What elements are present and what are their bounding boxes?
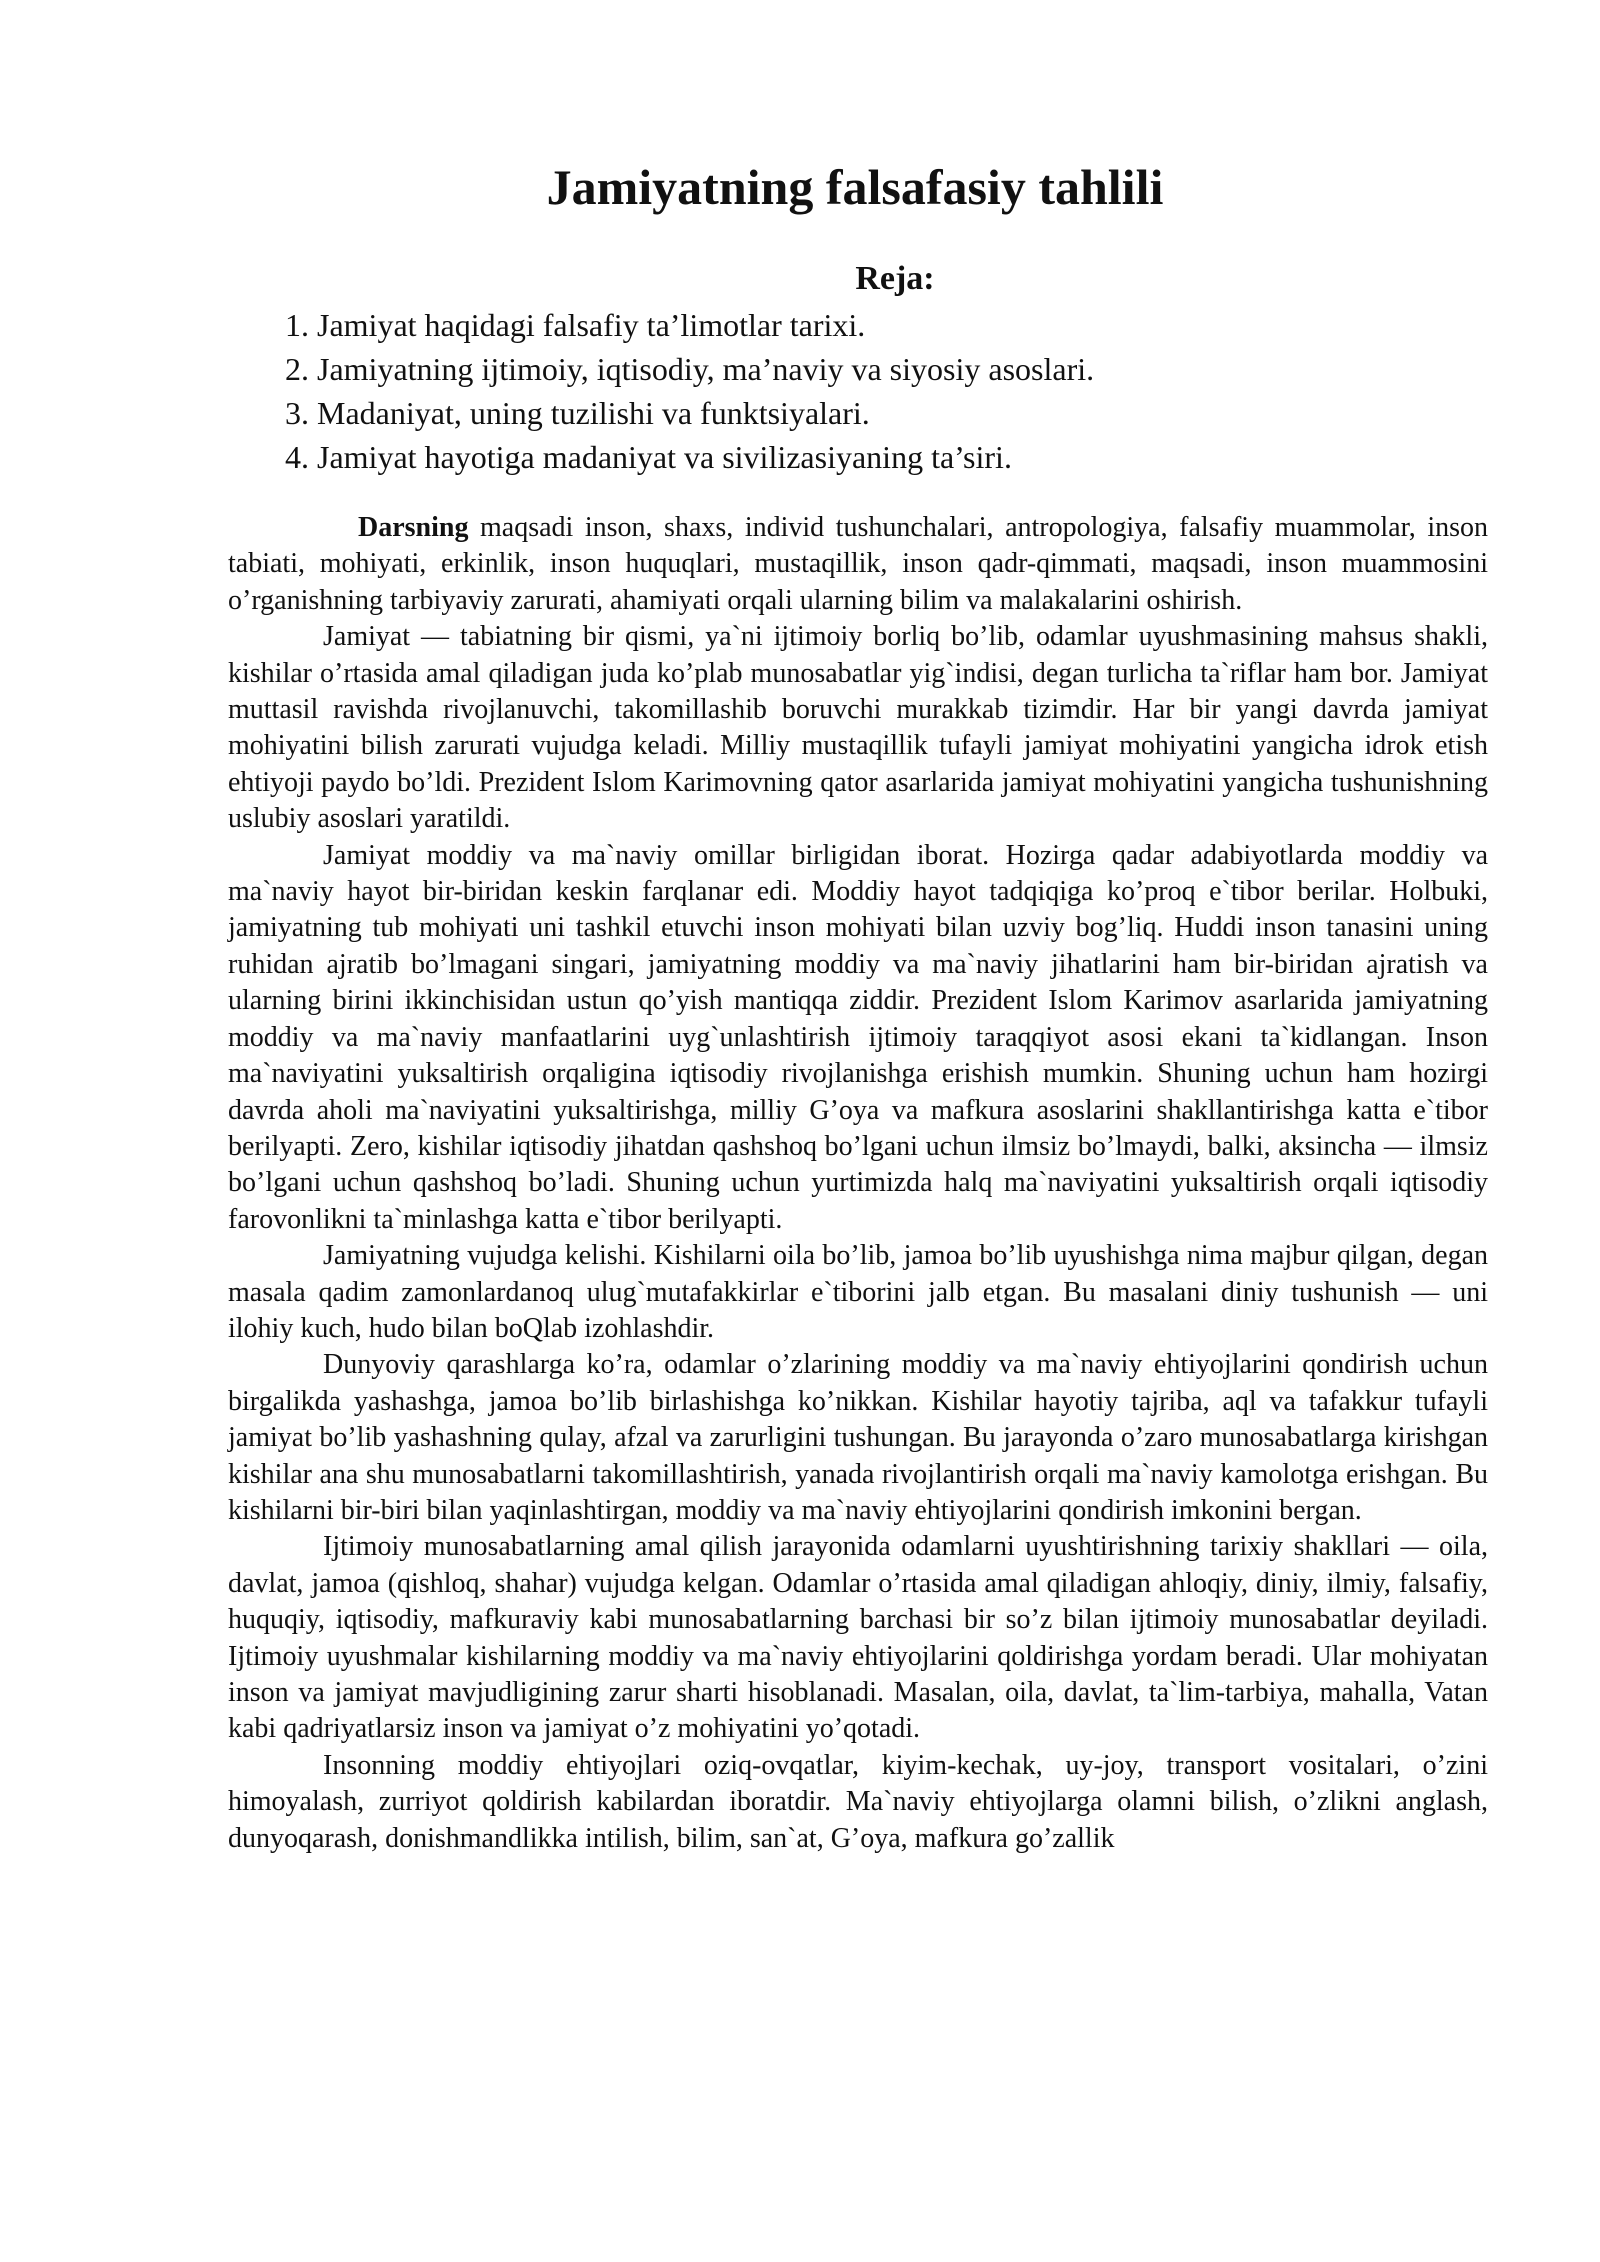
paragraph: Insonning moddiy ehtiyojlari oziq-ovqatlar, kiyim-kechak, uy-joy, transport vositalari, o’zini himoyalash, zurriyot qoldirish kabilardan iboratdir. Ma`naviy ehtiyojlarga olamni bilish, o’zlikni anglash, dunyoqarash, donishmandlikka intilish, bilim, san`at, G’oya, mafkura go’zallik (228, 1749, 1488, 1854)
paragraph: Jamiyat moddiy va ma`naviy omillar birligidan iborat. Hozirga qadar adabiyotlarda moddiy va ma`naviy hayot bir-biridan keskin farqlanar edi. Moddiy hayot tadqiqiga ko’proq e`tibor berilar. Holbuki, jamiyatning tub mohiyati uni tashkil etuvchi inson mohiyati bilan uzviy bog’liq. Huddi inson tanasini uning ruhidan ajratib bo’lmagani singari, jamiyatning moddiy va ma`naviy jihatlarini ham bir-biridan ajratish va ularning birini ikkinchisidan ustun qo’yish mantiqqa ziddir. Prezident Islom Karimov asarlarida jamiyatning moddiy va ma`naviy manfaatlarini uyg`unlashtirish ijtimoiy taraqqiyot asosi ekani ta`kidlangan. Inson ma`naviyatini yuksaltirish orqaligina iqtisodiy rivojlanishga erishish mumkin. Shuning uchun ham hozirgi davrda aholi ma`naviyatini yuksaltirishga, milliy G’oya va mafkura asoslarini shakllantirishga katta e`tibor berilyapti. Zero, kishilar iqtisodiy jihatdan qashshoq bo’lgani uchun ilmsiz bo’lmaydi, balki, aksincha — ilmsiz bo’lgani uchun qashshoq bo’ladi. Shuning uchun yurtimizda halq ma`naviyatini yuksaltirish orqali iqtisodiy farovonlikni ta`minlashga katta e`tibor berilyapti. (228, 839, 1488, 1235)
plan-list (285, 303, 1094, 479)
paragraph: Dunyoviy qarashlarga ko’ra, odamlar o’zlarining moddiy va ma`naviy ehtiyojlarini qondirish uchun birgalikda yashashga, jamoa bo’lib birlashishga ko’nikkan. Kishilar hayotiy tajriba, aql va tafakkur tufayli jamiyat bo’lib yashashning qulay, afzal va zarurligini tushungan. Bu jarayonda o’zaro munosabatlarga kirishgan kishilar ana shu munosabatlarni takomillashtirish, yanada rivojlantirish orqali ma`naviy kamolotga erishgan. Bu kishilarni bir-biri bilan yaqinlashtirgan, moddiy va ma`naviy ehtiyojlarini qondirish imkonini bergan. (228, 1349, 1488, 1526)
goal-lead: Darsning (358, 512, 469, 543)
plan-item: 4. Jamiyat hayotiga madaniyat va sivilizasiyaning ta’siri. (285, 439, 1012, 475)
paragraph: Ijtimoiy munosabatlarning amal qilish jarayonida odamlarni uyushtirishning tarixiy shakllari — oila, davlat, jamoa (qishloq, shahar) vujudga kelgan. Odamlar o’rtasida amal qiladigan ahloqiy, diniy, ilmiy, falsafiy, huquqiy, iqtisodiy, mafkuraviy kabi munosabatlarning barchasi bir so’z bilan ijtimoiy munosabatlar deyiladi. Ijtimoiy uyushmalar kishilarning moddiy va ma`naviy ehtiyojlarini qoldirishga yordam beradi. Ular mohiyatan inson va jamiyat mavjudligining zarur sharti hisoblanadi. Masalan, oila, davlat, ta`lim-tarbiya, mahalla, Vatan kabi qadriyatlarsiz inson va jamiyat o’z mohiyatini yo’qotadi. (228, 1531, 1488, 1745)
goal-paragraph (228, 510, 1488, 619)
plan-item: 1. Jamiyat haqidagi falsafiy ta’limotlar tarixi. (285, 307, 866, 343)
goal-text: maqsadi inson, shaxs, individ tushunchalari, antropologiya, falsafiy muammolar, inson tabiati, mohiyati, erkinlik, inson huquqlari, mustaqillik, inson qadr-qimmati, maqsadi, inson muammosini o’rganishning tarbiyaviy zarurati, ahamiyati orqali ularning bilim va malakalarini oshirish. (228, 512, 1488, 616)
paragraph: Jamiyat — tabiatning bir qismi, ya`ni ijtimoiy borliq bo’lib, odamlar uyushmasining mahsus shakli, kishilar o’rtasida amal qiladigan juda ko’plab munosabatlar yig`indisi, degan turlicha ta`riflar ham bor. Jamiyat muttasil ravishda rivojlanuvchi, takomillashib boruvchi murakkab tizimdir. Har bir yangi davrda jamiyat mohiyatini bilish zarurati vujudga keladi. Milliy mustaqillik tufayli jamiyat mohiyatini yangicha idrok etish ehtiyoji paydo bo’ldi. Prezident Islom Karimovning qator asarlarida jamiyat mohiyatini yangicha tushunishning uslubiy asoslari yaratildi. (228, 621, 1488, 835)
body-text (228, 510, 1488, 1857)
paragraph: Jamiyatning vujudga kelishi. Kishilarni oila bo’lib, jamoa bo’lib uyushishga nima majbur qilgan, degan masala qadim zamonlardanoq ulug`mutafakkirlar e`tiborini jalb etgan. Bu masalani diniy tushunish — uni ilohiy kuch, hudo bilan boQlab izohlashdir. (228, 1240, 1488, 1344)
page-title: Jamiyatning falsafasiy tahlili (546, 159, 1164, 215)
plan-item: 3. Madaniyat, uning tuzilishi va funktsiyalari. (285, 395, 870, 431)
plan-item: 2. Jamiyatning ijtimoiy, iqtisodiy, ma’naviy va siyosiy asoslari. (285, 351, 1095, 387)
plan-heading: Reja: (855, 260, 935, 297)
